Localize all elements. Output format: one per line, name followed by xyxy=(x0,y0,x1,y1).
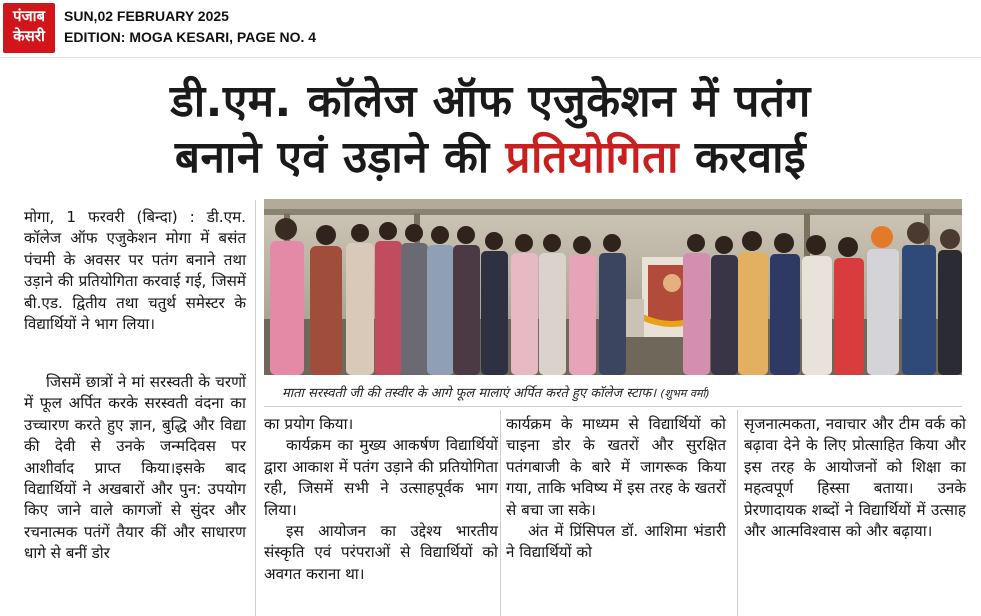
article-column-2 xyxy=(264,414,498,585)
publication-date: SUN,02 FEBRUARY 2025 xyxy=(64,8,229,24)
article-paragraph: मोगा, 1 फरवरी (बिन्दा) : डी.एम. कॉलेज ऑफ एजुकेशन मोगा में बसंत पंचमी के अवसर पर पतंग बनाने तथा उड़ाने की प्रतियोगिता करवाई गई, जिसमें बी.एड. द्वितीय तथा चतुर्थ समेस्टर के विद्यार्थियों ने भाग लिया। xyxy=(24,208,246,334)
caption-text: माता सरस्वती जी की तस्वीर के आगे फूल मालाएं अर्पित करते हुए कॉलेज स्टाफ। xyxy=(282,386,657,401)
headline-line-2-start: बनाने एवं उड़ाने की xyxy=(174,132,506,183)
article-column-4 xyxy=(744,414,966,542)
headline-line-1: डी.एम. कॉलेज ऑफ एजुकेशन में पतंग xyxy=(170,76,811,127)
article-paragraph: सृजनात्मकता, नवाचार और टीम वर्क को बढ़ावा देने के लिए प्रोत्साहित किया और इस तरह के आयोजनों को शिक्षा का महत्वपूर्ण हिस्सा बताया। उनके प्रेरणादायक शब्दों ने विद्यार्थियों में उत्साह और आत्मविश्वास को और बढ़ाया। xyxy=(744,415,966,541)
headline-highlight-word: प्रतियोगिता xyxy=(505,132,680,183)
article-paragraph: अंत में प्रिंसिपल डॉ. आशिमा भंडारी ने विद्यार्थियों को xyxy=(506,522,726,562)
edition-page: EDITION: MOGA KESARI, PAGE NO. 4 xyxy=(64,29,317,45)
article-headline xyxy=(0,74,981,186)
column-divider xyxy=(500,410,501,616)
header-divider xyxy=(0,57,981,58)
article-paragraph: जिसमें छात्रों ने मां सरस्वती के चरणों में फूल अर्पित करके सरस्वती वंदना का उच्चारण करते हुए ज्ञान, बुद्धि और विद्या की देवी से उनके जन्मदिवस पर आशीर्वाद प्राप्त किया।इसके बाद विद्यार्थियों ने अखबारों और पुन: उपयोग किए जाने वाले कागजों से सुंदर और रचनात्मक पतंगें तैयार कीं और साधारण धागे से बनीं डोर xyxy=(24,373,246,563)
article-paragraph: इस आयोजन का उद्देश्य भारतीय संस्कृति एवं परंपराओं से विद्यार्थियों को अवगत कराना था। xyxy=(264,522,498,583)
group-photo-illustration xyxy=(264,199,962,375)
punjab-kesari-logo xyxy=(3,3,55,53)
logo-line-1: पंजाब xyxy=(12,7,46,25)
article-paragraph: का प्रयोग किया। xyxy=(264,415,354,433)
article-column-3 xyxy=(506,414,726,564)
news-photo xyxy=(264,199,962,375)
article-column-1-bottom xyxy=(24,372,246,565)
article-paragraph: कार्यक्रम के माध्यम से विद्यार्थियों को चाइना डोर के खतरों और सुरक्षित पतंगबाजी के बारे में जागरूक किया गया, ताकि भविष्य में इस तरह के खतरों से बचा जा सके। xyxy=(506,415,726,519)
article-column-1-top xyxy=(24,207,246,335)
photo-caption xyxy=(282,385,952,403)
headline-line-2-end: करवाई xyxy=(679,132,807,183)
headline-line-2 xyxy=(0,130,981,186)
article-paragraph: कार्यक्रम का मुख्य आकर्षण विद्यार्थियों द्वारा आकाश में पतंग उड़ाने की प्रतियोगिता रही, जिसमें सभी ने उत्साहपूर्वक भाग लिया। xyxy=(264,436,498,519)
column-divider xyxy=(737,410,738,616)
edition-info xyxy=(64,6,316,48)
caption-divider xyxy=(264,406,962,407)
column-divider xyxy=(255,200,256,616)
photo-credit: (शुभम वर्मा) xyxy=(660,387,710,400)
newspaper-header xyxy=(0,0,981,56)
logo-line-2: केसरी xyxy=(13,27,45,45)
